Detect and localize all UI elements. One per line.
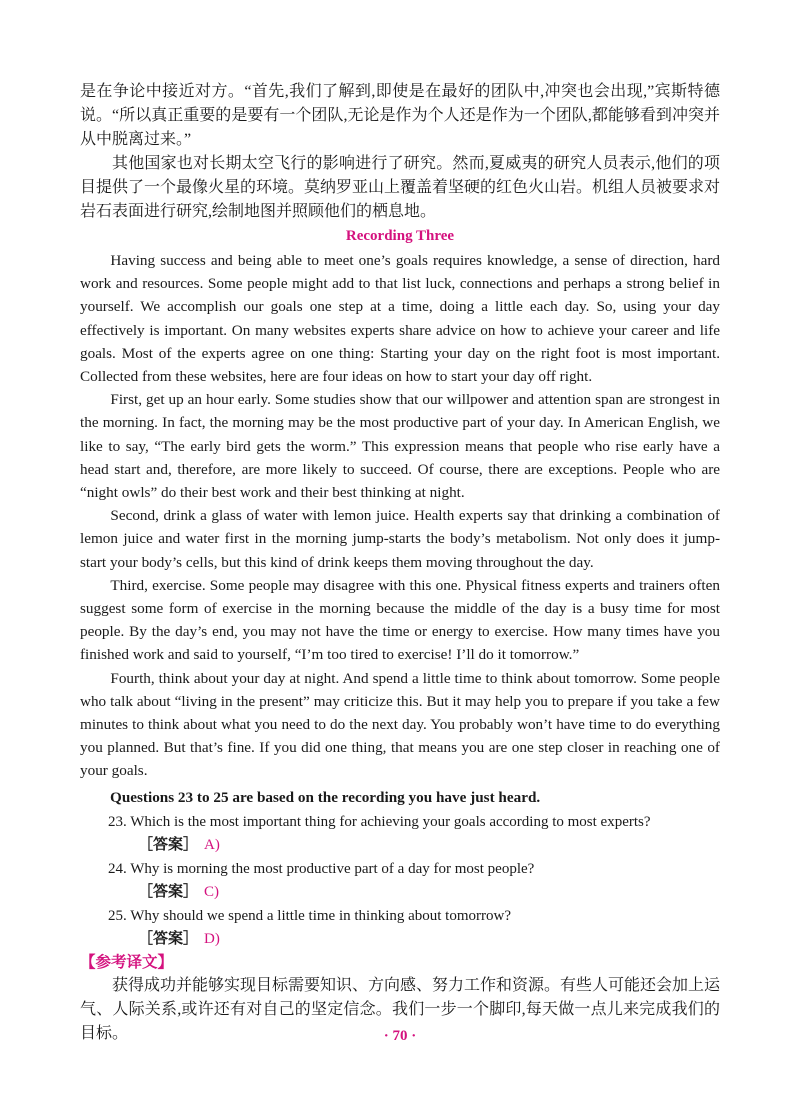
answer-label: ［答案］ <box>138 884 199 901</box>
answer-label: ［答案］ <box>138 837 199 854</box>
recording-heading: Recording Three <box>345 228 455 244</box>
chinese-paragraph-2: 其他国家也对长期太空飞行的影响进行了研究。然而,夏威夷的研究人员表示,他们的项目提供了一个最像火星的环境。莫纳罗亚山上覆盖着坚硬的红色火山岩。机组人员被要求对岩石表面进行研究,绘制地图并照顾他们的栖息地。 <box>80 155 721 220</box>
question-23: 23. Which is the most important thing for achieving your goals according to most experts? <box>108 813 651 830</box>
reference-translation-label: 【参考译文】 <box>80 953 174 971</box>
answer-23 <box>138 834 720 858</box>
recording-paragraph-3: Second, drink a glass of water with lemon juice. Health experts say that drinking a combination of lemon juice and water first in the morning jump-starts the body’s metabolism. Not only does it jump-start your body’s cells, but this kind of drink keeps them moving throughout the day. <box>80 507 720 571</box>
page-number: · 70 · <box>383 1028 417 1044</box>
recording-paragraph-2: First, get up an hour early. Some studies show that our willpower and attention span are strongest in the morning. In fact, the morning may be the most productive part of your day. In American English, we like to say, “The early bird gets the worm.” This expression means that people who rise early have a head start and, therefore, are more likely to succeed. Of course, there are exceptions. People who are “night owls” do their best work and their best thinking at night. <box>80 391 720 502</box>
recording-paragraph-4: Third, exercise. Some people may disagree with this one. Physical fitness experts and trainers often suggest some form of exercise in the morning because the middle of the day is a busy time for most people. By the day’s end, you may not have the time or energy to exercise. How many times have you finished work and said to yourself, “I’m too tired to exercise! I’ll do it tomorrow.” <box>80 576 720 664</box>
answer-value: C) <box>204 884 220 901</box>
answer-value: A) <box>204 837 220 854</box>
recording-paragraph-5: Fourth, think about your day at night. And spend a little time to think about tomorrow. Some people who talk about “living in the present” may criticize this. But it may help you to prepare if you take a few minutes to think about what you need to do the next day. You probably won’t have time to do everything you planned. But that’s fine. If you did one thing, that means you are one step closer in reaching one of your goals. <box>80 669 720 780</box>
questions-header: Questions 23 to 25 are based on the recording you have just heard. <box>110 788 541 806</box>
answer-24 <box>138 881 720 905</box>
answer-25 <box>138 928 720 952</box>
answer-label: ［答案］ <box>138 931 199 948</box>
question-24: 24. Why is morning the most productive part of a day for most people? <box>108 860 535 877</box>
reference-translation-text: 获得成功并能够实现目标需要知识、方向感、努力工作和资源。有些人可能还会加上运气、人际关系,或许还有对自己的坚定信念。我们一步一个脚印,每天做一点儿来完成我们的目标。 <box>80 976 721 1042</box>
recording-paragraph-1: Having success and being able to meet one’s goals requires knowledge, a sense of direction, hard work and resources. Some people might add to that list luck, connections and perhaps a strong belief in yourself. We accomplish our goals one step at a time, doing a little each day. So, using your day effectively is important. On many websites experts share advice on how to achieve your career and life goals. Most of the experts agree on one thing: Starting your day on the right foot is most important. Collected from these websites, here are four ideas on how to start your day off right. <box>80 252 720 386</box>
answer-value: D) <box>204 931 220 948</box>
question-25: 25. Why should we spend a little time in thinking about tomorrow? <box>108 907 512 924</box>
chinese-paragraph-1: 是在争论中接近对方。“首先,我们了解到,即使是在最好的团队中,冲突也会出现,”宾斯特德说。“所以真正重要的是要有一个团队,无论是作为个人还是作为一个团队,都能够看到冲突并从中脱离过来。” <box>80 83 720 148</box>
